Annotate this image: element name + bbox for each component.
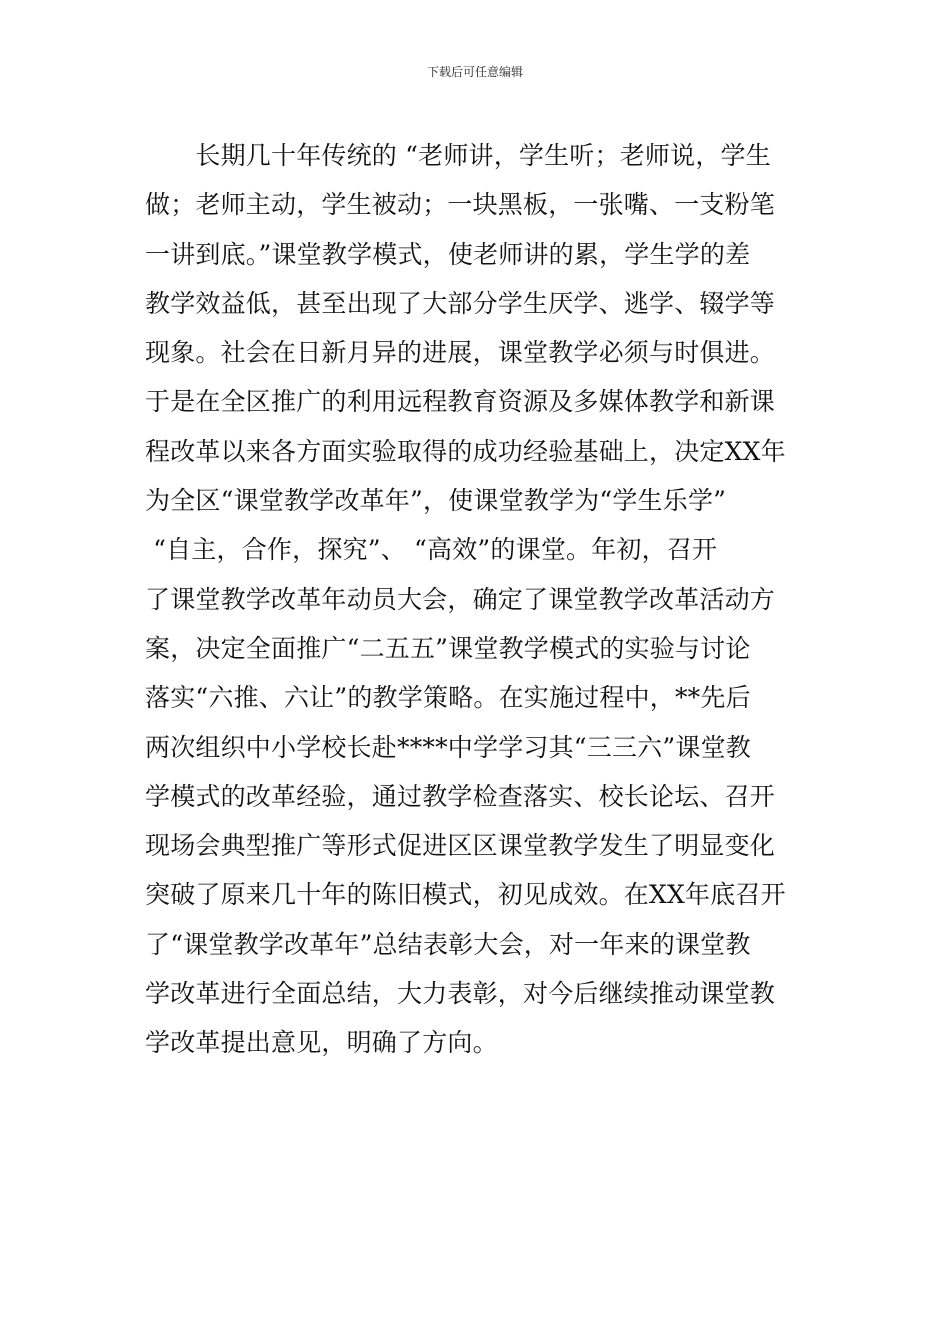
paragraph-line: 案，决定全面推广“二五五”课堂教学模式的实验与讨论 <box>145 633 751 663</box>
paragraph-line: 程改革以来各方面实验取得的成功经验基础上，决定XX年 <box>145 436 786 466</box>
page-header: 下载后可任意编辑 <box>426 65 523 79</box>
paragraph-line: 为全区“课堂教学改革年”，使课堂教学为“学生乐学” <box>145 486 727 516</box>
paragraph-line: 做；老师主动，学生被动；一块黑板，一张嘴、一支粉笔 <box>145 190 776 220</box>
paragraph-line: 于是在全区推广的利用远程教育资源及多媒体教学和新课 <box>145 387 776 417</box>
paragraph-line: 落实“六推、六让”的教学策略。在实施过程中，**先后 <box>145 683 751 713</box>
paragraph-line: 教学效益低，甚至出现了大部分学生厌学、逃学、辍学等 <box>145 288 776 318</box>
paragraph-line: 突破了原来几十年的陈旧模式，初见成效。在XX年底召开 <box>145 880 786 910</box>
paragraph-line: 两次组织中小学校长赴****中学学习其“三三六”课堂教 <box>145 732 751 762</box>
paragraph-line: 一讲到底。”课堂教学模式，使老师讲的累，学生学的差 <box>145 239 751 269</box>
paragraph-line: 学模式的改革经验，通过教学检查落实、校长论坛、召开 <box>145 781 776 811</box>
paragraph-line: “自主，合作，探究”、 “高效”的课堂。年初，召开 <box>145 535 718 565</box>
paragraph-line: 现场会典型推广等形式促进区区课堂教学发生了明显变化 <box>145 831 776 861</box>
paragraph-line: 了“课堂教学改革年”总结表彰大会，对一年来的课堂教 <box>145 929 751 959</box>
paragraph-line: 现象。社会在日新月异的进展，课堂教学必须与时俱进。 <box>145 338 776 368</box>
body-paragraph <box>145 131 810 1068</box>
paragraph-line: 长期几十年传统的 “老师讲，学生听；老师说，学生 <box>145 141 771 170</box>
paragraph-line: 学改革进行全面总结，大力表彰，对今后继续推动课堂教 <box>145 979 776 1009</box>
paragraph-line: 学改革提出意见，明确了方向。 <box>145 1028 498 1058</box>
paragraph-line: 了课堂教学改革年动员大会，确定了课堂教学改革活动方 <box>145 584 776 614</box>
